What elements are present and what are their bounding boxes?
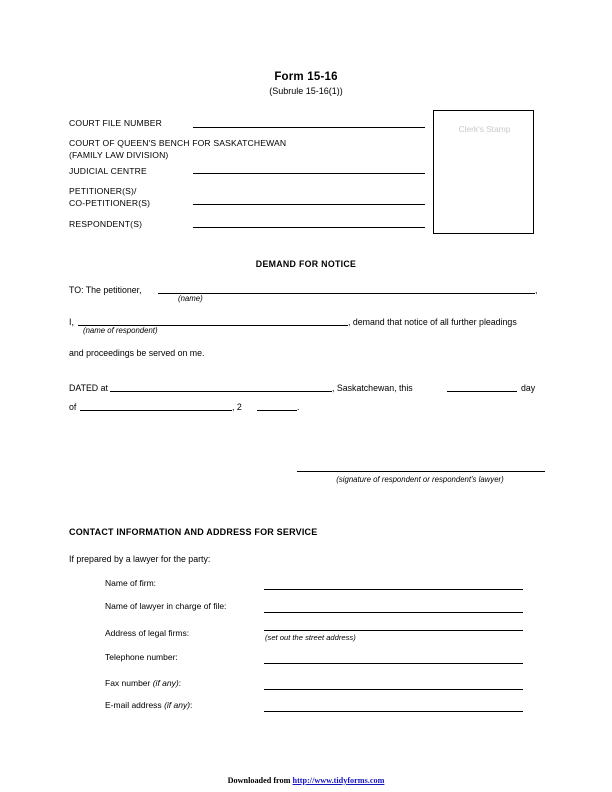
section-heading-demand-for-notice: DEMAND FOR NOTICE	[255, 259, 357, 269]
dated-day-word: day	[521, 383, 536, 393]
year-prefix: , 2	[232, 402, 242, 412]
label-court-file-number: COURT FILE NUMBER	[69, 118, 162, 128]
page-title: Form 15-16	[274, 71, 338, 83]
clerk-stamp-box	[433, 110, 534, 234]
label-judicial-centre: JUDICIAL CENTRE	[69, 166, 147, 176]
field-line-dated-year[interactable]	[257, 410, 297, 411]
label-respondents: RESPONDENT(S)	[69, 219, 143, 229]
field-line-respondents[interactable]	[193, 227, 425, 228]
contact-intro-text: If prepared by a lawyer for the party:	[69, 554, 211, 564]
hint-signature: (signature of respondent or respondent's lawyer)	[336, 475, 504, 484]
label-telephone-number: Telephone number:	[105, 652, 178, 662]
field-line-telephone-number[interactable]	[264, 663, 523, 664]
year-suffix: .	[297, 402, 300, 412]
i-declaration-prefix: I,	[69, 317, 74, 327]
field-line-name-of-firm[interactable]	[264, 589, 523, 590]
footer	[0, 776, 612, 785]
page-subtitle: (Subrule 15-16(1))	[269, 86, 343, 96]
field-line-petitioner-name[interactable]	[158, 293, 535, 294]
field-line-fax-number[interactable]	[264, 689, 523, 690]
dated-middle-text: , Saskatchewan, this	[332, 383, 413, 393]
field-line-dated-day[interactable]	[447, 391, 517, 392]
footer-prefix: Downloaded from	[227, 776, 293, 785]
field-line-email-address[interactable]	[264, 711, 523, 712]
section-heading-contact-information: CONTACT INFORMATION AND ADDRESS FOR SERVICE	[69, 527, 318, 537]
field-line-signature[interactable]	[297, 471, 545, 472]
field-line-petitioners[interactable]	[193, 204, 425, 205]
label-name-of-lawyer: Name of lawyer in charge of file:	[105, 601, 227, 611]
served-on-me-text: and proceedings be served on me.	[69, 348, 205, 358]
to-petitioner-trailing-comma: ,	[535, 285, 538, 295]
hint-name: (name)	[178, 294, 203, 303]
label-petitioners-line2: CO-PETITIONER(S)	[69, 198, 151, 208]
hint-street-address: (set out the street address)	[265, 633, 356, 642]
to-petitioner-label: TO: The petitioner,	[69, 285, 142, 295]
label-name-of-firm: Name of firm:	[105, 578, 157, 588]
field-line-name-of-lawyer[interactable]	[264, 612, 523, 613]
label-email-address: E-mail address (if any):	[105, 700, 193, 710]
field-line-address-of-legal-firms[interactable]	[264, 630, 523, 631]
hint-name-of-respondent: (name of respondent)	[83, 326, 158, 335]
field-line-judicial-centre[interactable]	[193, 173, 425, 174]
label-fax-number: Fax number (if any):	[105, 678, 182, 688]
field-line-dated-city[interactable]	[110, 391, 332, 392]
label-court-name-line2: (FAMILY LAW DIVISION)	[69, 150, 169, 160]
field-line-court-file-number[interactable]	[193, 127, 425, 128]
label-address-of-legal-firms: Address of legal firms:	[105, 628, 190, 638]
footer-url-link[interactable]: http://www.tidyforms.com	[292, 776, 385, 785]
field-line-dated-month[interactable]	[80, 410, 232, 411]
label-petitioners-line1: PETITIONER(S)/	[69, 186, 137, 196]
of-prefix: of	[69, 402, 77, 412]
i-declaration-suffix: , demand that notice of all further pleadings	[348, 317, 517, 327]
dated-at-prefix: DATED at	[69, 383, 108, 393]
clerk-stamp-label: Clerk's Stamp	[458, 124, 511, 134]
label-court-name-line1: COURT OF QUEEN'S BENCH FOR SASKATCHEWAN	[69, 138, 287, 148]
